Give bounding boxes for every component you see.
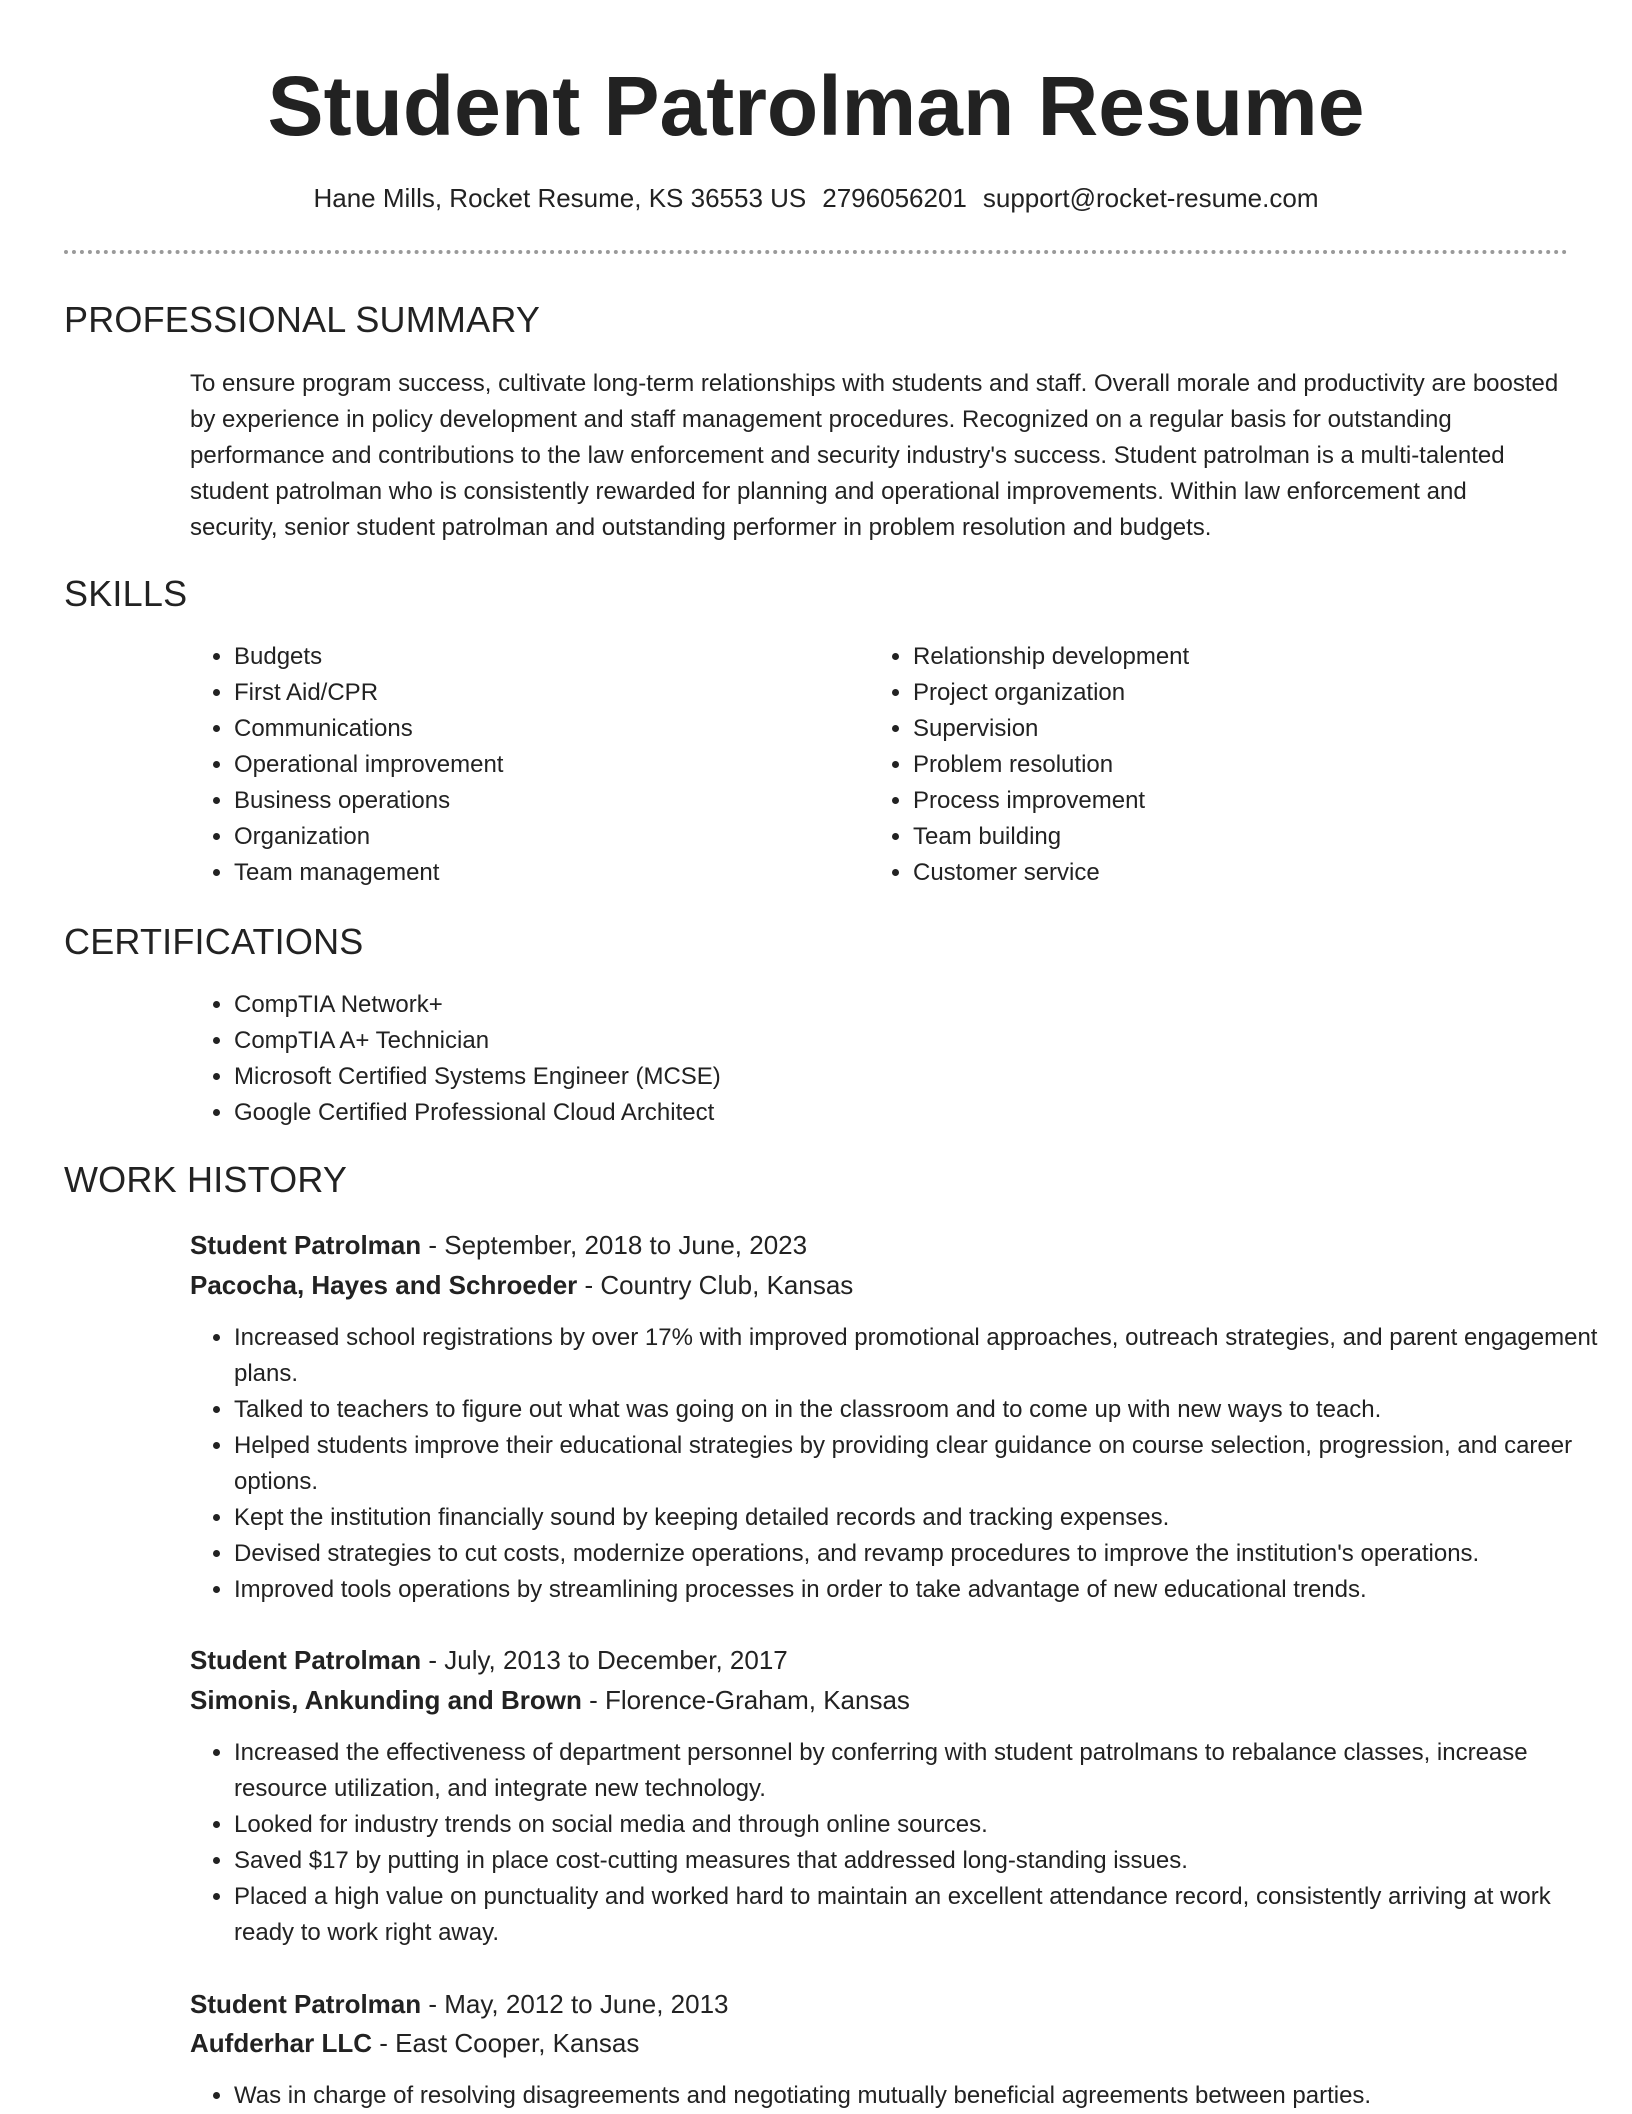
skill-item: • Team building: [913, 819, 1513, 855]
skills-list-left: [190, 639, 794, 891]
certifications-heading: CERTIFICATIONS: [64, 921, 364, 962]
skill-item: • Operational improvement: [234, 747, 794, 783]
job-role: Student Patrolman: [190, 1989, 422, 2019]
job-title-line: [190, 1986, 729, 2022]
job-company-line: [190, 1267, 853, 1303]
job-company: Pacocha, Hayes and Schroeder: [190, 1270, 578, 1300]
certification-item: • CompTIA Network+: [234, 987, 1534, 1023]
job-bullet: • Helped students improve their educational strategies by providing clear guidance on course selection, progression, and career options.: [234, 1428, 1604, 1500]
skill-item: • First Aid/CPR: [234, 675, 794, 711]
certification-item: • Microsoft Certified Systems Engineer (MCSE): [234, 1059, 1534, 1095]
job-bullet: • Was in charge of resolving disagreements and negotiating mutually beneficial agreements between parties.: [234, 2078, 1604, 2114]
job-bullets: [190, 1735, 1604, 1951]
job-role: Student Patrolman: [190, 1645, 422, 1675]
contact-address: Hane Mills, Rocket Resume, KS 36553 US: [313, 183, 807, 213]
job-bullet: • Increased the effectiveness of department personnel by conferring with student patrolmans to rebalance classes, increase resource utilization, and integrate new technology.: [234, 1735, 1604, 1807]
job-bullets: [190, 1320, 1604, 1608]
job-bullet: • Improved tools operations by streamlining processes in order to take advantage of new educational trends.: [234, 1572, 1604, 1608]
summary-text: To ensure program success, cultivate long-term relationships with students and staff. Overall morale and productivity are boosted by experience in policy development and staff management procedures. Recognized on a regular basis for outstanding performance and contributions to the law enforcement and security industry's success. Student patrolman is a multi-talented student patrolman who is consistently rewarded for planning and operational improvements. Within law enforcement and security, senior student patrolman and outstanding performer in problem resolution and budgets.: [190, 370, 1559, 541]
job-dates: - May, 2012 to June, 2013: [421, 1989, 729, 2019]
job-company: Aufderhar LLC: [190, 2028, 372, 2058]
resume-title: Student Patrolman Resume: [267, 59, 1365, 153]
job-dates: - September, 2018 to June, 2023: [421, 1230, 808, 1260]
skill-item: • Relationship development: [913, 639, 1513, 675]
skills-heading: SKILLS: [64, 573, 188, 614]
job-dates: - July, 2013 to December, 2017: [421, 1645, 788, 1675]
job-location: - Country Club, Kansas: [577, 1270, 854, 1300]
contact-line: [0, 180, 1632, 216]
job-bullet: • Looked for industry trends on social media and through online sources.: [234, 1807, 1604, 1843]
skill-item: • Customer service: [913, 855, 1513, 891]
job-bullet: • Increased school registrations by over 17% with improved promotional approaches, outreach strategies, and parent engagement plans.: [234, 1320, 1604, 1392]
job-bullets: [190, 2078, 1604, 2114]
job-bullet: • Kept the institution financially sound by keeping detailed records and tracking expenses.: [234, 1500, 1604, 1536]
work-history-heading: WORK HISTORY: [64, 1159, 348, 1200]
job-location: - East Cooper, Kansas: [372, 2028, 640, 2058]
job-bullet: • Placed a high value on punctuality and worked hard to maintain an excellent attendance record, consistently arriving at work ready to work right away.: [234, 1879, 1604, 1951]
skill-item: • Process improvement: [913, 783, 1513, 819]
skill-item: • Organization: [234, 819, 794, 855]
skill-item: • Problem resolution: [913, 747, 1513, 783]
job-company-line: [190, 1682, 910, 1718]
skills-list-right: [869, 639, 1513, 891]
job-title-line: [190, 1227, 807, 1263]
skill-item: • Project organization: [913, 675, 1513, 711]
skill-item: • Team management: [234, 855, 794, 891]
header-divider: [64, 250, 1568, 254]
job-company: Simonis, Ankunding and Brown: [190, 1685, 582, 1715]
job-role: Student Patrolman: [190, 1230, 422, 1260]
certification-item: • Google Certified Professional Cloud Architect: [234, 1095, 1534, 1131]
job-title-line: [190, 1642, 788, 1678]
certifications-list: [190, 987, 1534, 1131]
job-bullet: • Talked to teachers to figure out what was going on in the classroom and to come up with new ways to teach.: [234, 1392, 1604, 1428]
job-bullet: • Devised strategies to cut costs, modernize operations, and revamp procedures to improve the institution's operations.: [234, 1536, 1604, 1572]
contact-phone: 2796056201: [822, 183, 967, 213]
skill-item: • Business operations: [234, 783, 794, 819]
certification-item: • CompTIA A+ Technician: [234, 1023, 1534, 1059]
skill-item: • Budgets: [234, 639, 794, 675]
skill-item: • Communications: [234, 711, 794, 747]
skill-item: • Supervision: [913, 711, 1513, 747]
summary-heading: PROFESSIONAL SUMMARY: [64, 299, 541, 340]
job-company-line: [190, 2025, 639, 2061]
job-bullet: • Saved $17 by putting in place cost-cutting measures that addressed long-standing issues.: [234, 1843, 1604, 1879]
contact-email[interactable]: support@rocket-resume.com: [982, 183, 1319, 213]
job-location: - Florence-Graham, Kansas: [581, 1685, 910, 1715]
